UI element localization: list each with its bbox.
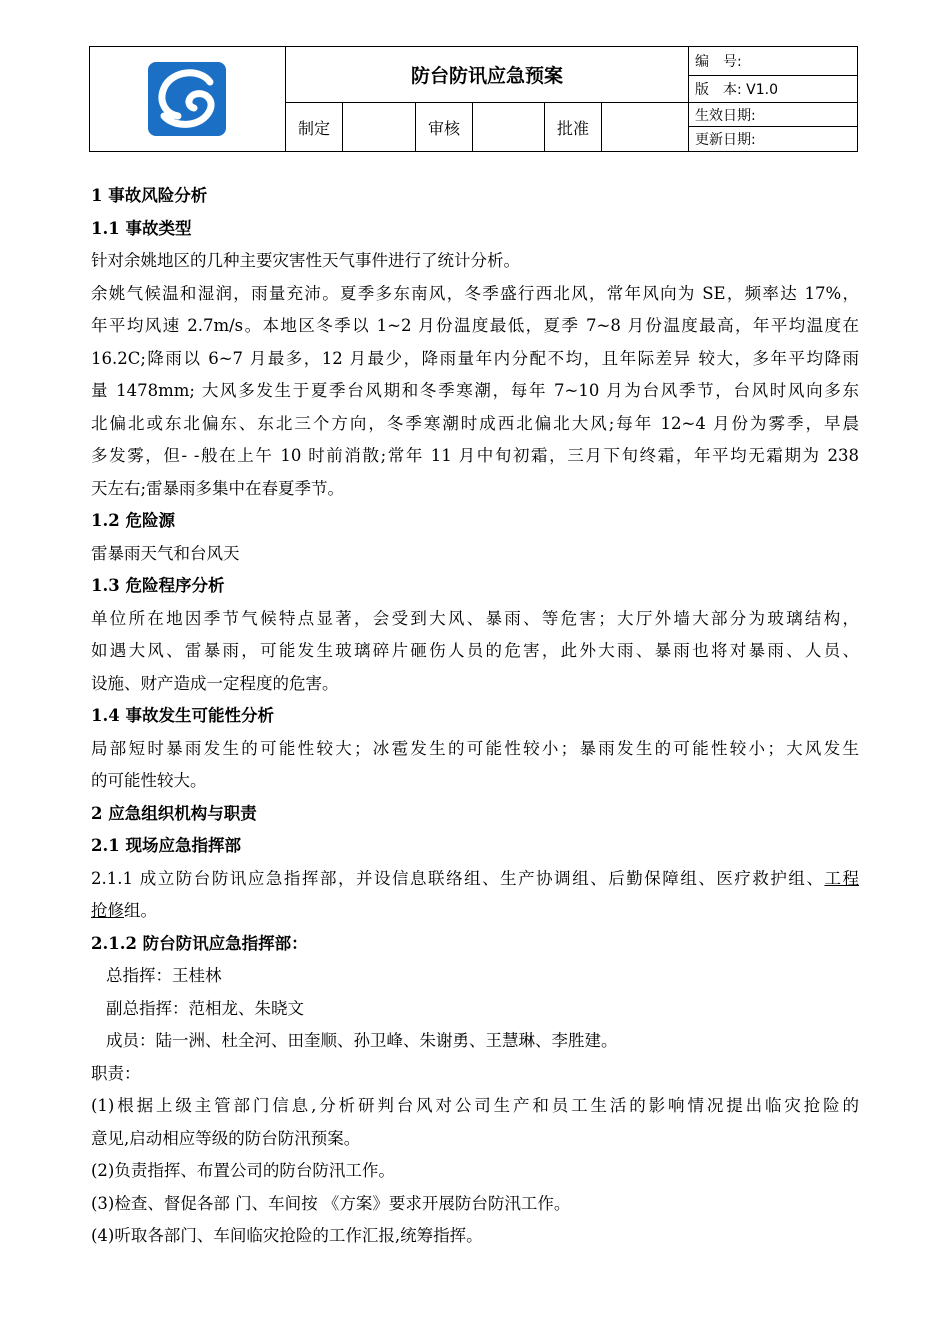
subsection-heading: 1.4 事故发生可能性分析 <box>91 706 274 725</box>
duties-label: 职责： <box>91 1063 141 1083</box>
paragraph-line: 天左右;雷暴雨多集中在春夏季节。 <box>91 478 345 498</box>
underlined-text: 抢修 <box>91 901 124 920</box>
paragraph-line <box>91 895 859 928</box>
paragraph-line: 设施、财产造成一定程度的危害。 <box>91 673 339 693</box>
subsection-heading: 1.3 危险程序分析 <box>91 576 225 595</box>
paragraph-line: 单位所在地因季节气候特点显著，会受到大风、暴雨、等危害；大厅外墙大部分为玻璃结构， <box>91 608 859 628</box>
signature-field-approved <box>602 103 689 151</box>
logo-cell <box>90 47 286 151</box>
paragraph-line: 量 1478mm; 大风多发生于夏季台风期和冬季寒潮，每年 7~10 月为台风季节，台风时风向多东 <box>91 381 859 400</box>
duty-item: (2)负责指挥、布置公司的防台防汛工作。 <box>91 1161 395 1180</box>
paragraph: 针对余姚地区的几种主要灾害性天气事件进行了统计分析。 <box>91 251 520 270</box>
paragraph-line: 局部短时暴雨发生的可能性较大；冰雹发生的可能性较小；暴雨发生的可能性较小；大风发生 <box>91 738 859 758</box>
paragraph-line: 16.2C;降雨以 6~7 月最多，12 月最少，降雨量年内分配不均，且年际差异 较大，多年平均降雨 <box>91 348 859 368</box>
effective-date: 生效日期: <box>689 103 857 127</box>
signature-field-reviewed <box>473 103 545 151</box>
paragraph-line: 北偏北或东北偏东、东北三个方向，冬季寒潮时成西北偏北大风;每年 12~4 月份为雾季，早晨 <box>91 413 859 433</box>
members-line: 成员：陆一洲、杜全河、田奎顺、孙卫峰、朱谢勇、王慧琳、李胜建。 <box>106 1031 618 1050</box>
signature-label-prepared: 制定 <box>286 103 343 151</box>
signature-label-approved: 批准 <box>545 103 602 151</box>
paragraph-line <box>91 863 859 896</box>
subsection-heading: 1.2 危险源 <box>91 511 175 530</box>
document-title: 防台防讯应急预案 <box>286 47 689 103</box>
duty-item: 意见,启动相应等级的防台防汛预案。 <box>91 1128 361 1148</box>
underlined-text: 工程 <box>824 868 860 888</box>
subsection-heading: 2.1.2 防台防讯应急指挥部： <box>91 933 308 953</box>
paragraph-line: 的可能性较大。 <box>91 771 207 790</box>
subsection-heading: 1.1 事故类型 <box>91 218 192 238</box>
update-date: 更新日期: <box>695 132 756 148</box>
doc-version: 版 本: V1.0 <box>689 76 857 103</box>
section-heading: 1 事故风险分析 <box>91 186 208 205</box>
signature-label-reviewed: 审核 <box>416 103 473 151</box>
document-header-table <box>89 46 858 152</box>
paragraph-line: 如遇大风、雷暴雨，可能发生玻璃碎片砸伤人员的危害，此外大雨、暴雨也将对暴雨、人员、 <box>91 641 859 660</box>
signature-row <box>286 103 689 151</box>
subsection-heading: 2.1 现场应急指挥部 <box>91 836 241 855</box>
duty-item: (3)检查、督促各部 门、车间按 《方案》要求开展防台防汛工作。 <box>91 1193 571 1213</box>
vice-commander-line: 副总指挥：范相龙、朱晓文 <box>106 998 304 1018</box>
paragraph-line: 余姚气候温和湿润，雨量充沛。夏季多东南风，冬季盛行西北风，常年风向为 SE，频率达 17%， <box>91 283 859 303</box>
commander-line: 总指挥：王桂林 <box>106 966 222 985</box>
paragraph-text: 2.1.1 成立防台防讯应急指挥部，并设信息联络组、生产协调组、后勤保障组、医疗救护组、 <box>91 868 825 888</box>
section-heading: 2 应急组织机构与职责 <box>91 803 257 823</box>
signature-field-prepared <box>343 103 416 151</box>
duty-item: (1)根据上级主管部门信息,分析研判台风对公司生产和员工生活的影响情况提出临灾抢险的 <box>91 1096 859 1115</box>
duty-item: (4)听取各部门、车间临灾抢险的工作汇报,统筹指挥。 <box>91 1226 483 1245</box>
paragraph: 雷暴雨天气和台风天 <box>91 543 240 563</box>
doc-number: 编 号: <box>689 47 857 76</box>
paragraph-line: 年平均风速 2.7m/s。本地区冬季以 1~2 月份温度最低，夏季 7~8 月份温度最高，年平均温度在 <box>91 316 859 335</box>
document-body <box>91 180 859 1253</box>
paragraph-line: 多发雾，但- -般在上午 10 时前消散;常年 11 月中旬初霜，三月下旬终霜，年平均无霜期为 238 <box>91 446 859 465</box>
paragraph-text: 组。 <box>124 901 157 920</box>
company-logo-icon <box>148 62 226 136</box>
